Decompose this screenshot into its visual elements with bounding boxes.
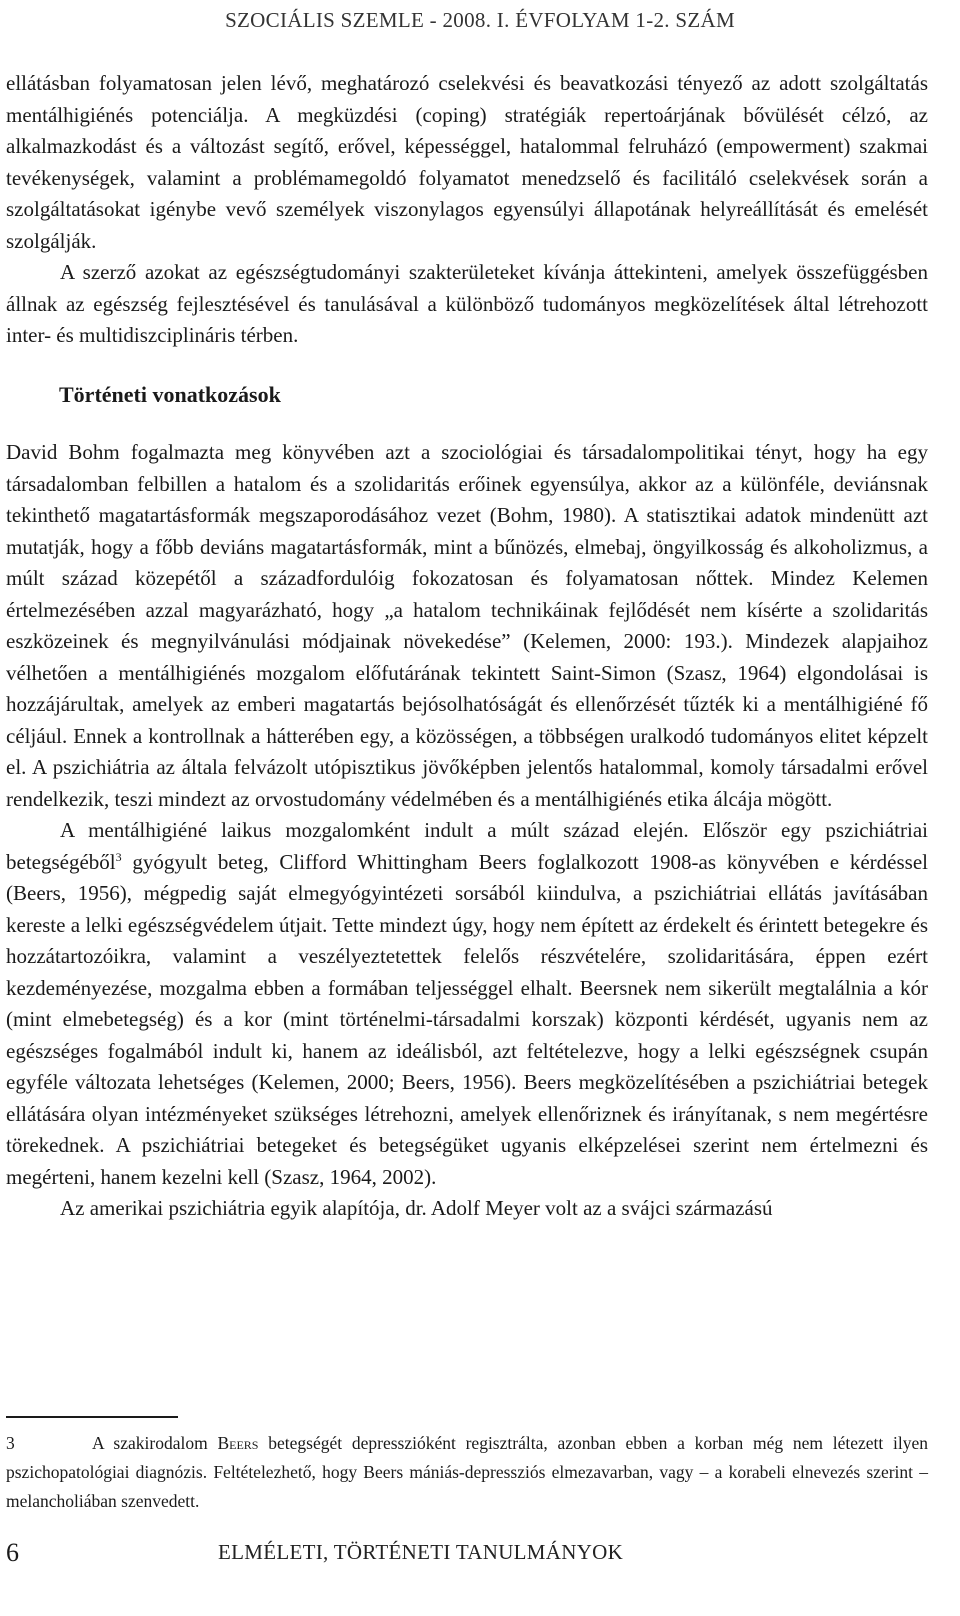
paragraph-4-rest: gyógyult beteg, Clifford Whittingham Beers foglalkozott 1908-as könyvében e kérdéssel (Beers, 1956), mégpedig saját elmegyógyintézeti sorsából kiindulva, a pszichiátriai ellátás javításában kereste a lelki egészségvédelem útjait. Tette mindezt úgy, hogy nem épített az érdekelt és érintett betegekre és hozzátartozóikra, valamint a veszélyeztetettek felelős részvételére, szolidaritására, éppen ezért kezdeményezése, mozgalma ebben a formában teljességgel elhalt. Beersnek nem sikerült megtalálnia a kór (mint elmebetegség) és a kor (mint történelmi-társadalmi korszak) központi kérdését, ugyanis nem az egészséges fogalmából indult ki, hanem az ideálisból, azt feltételezve, hogy a lelki egészségnek csupán egyféle változata lehetséges (Kelemen, 2000; Beers, 1956). Beers megközelítésében a pszichiátriai betegek ellátására olyan intézményeket szükséges létrehozni, amelyek ellenőriznek és irányítanak, s nem megértésre törekednek. A pszichiátriai betegeket és betegségüket ugyanis elképzelései szerint nem értelmezni és megérteni, hanem kezelni kell (Szasz, 1964, 2002). xyxy=(6,849,928,1189)
footnote-text-start: A szakirodalom xyxy=(92,1433,218,1453)
paragraph-3: David Bohm fogalmazta meg könyvében azt a szociológiai és társadalompolitikai tényt, hogy ha egy társadalomban felbillen a hatalom és a szolidaritás erőinek egyensúlya, akkor az a különféle, deviánsnak tekinthető magatartásformák megszaporodásához vezet (Bohm, 1980). A statisztikai adatok mindenütt azt mutatják, hogy a főbb deviáns magatartásformák, mint a bűnözés, elmebaj, öngyilkosság és alkoholizmus, a múlt század közepétől a századfordulóig fokozatosan és folyamatosan nőttek. Mindez Kelemen értelmezésében azzal magyarázható, hogy „a hatalom technikáinak fejlődését nem kísérte a szolidaritás eszközeinek és megnyilvánulási módjainak növekedése” (Kelemen, 2000: 193.). Mindezek alapjaihoz vélhetően a mentálhigiénés mozgalom előfutárának tekintett Saint-Simon (Szasz, 1964) elgondolásai is hozzájárultak, amelyek az emberi magatartás bejósolhatóságát és ellenőrzését tűzték ki a mentálhigiéné fő céljául. Ennek a kontrollnak a hátterében egy, a közösségen, a többségen uralkodó tudományos elitet képzelt el. A pszichiátria az általa felvázolt utópisztikus jövőképben jelentős hatalommal, komoly társadalmi erővel rendelkezik, teszi mindezt az orvostudomány védelmében és a mentálhigiénés etika álcája mögött. xyxy=(6,440,928,811)
footnote-divider xyxy=(6,1416,178,1418)
section-heading: Történeti vonatkozások xyxy=(59,381,281,407)
footnote-text-rest: betegségét depresszióként regisztrálta, azonban ebben a korban még nem létezett ilyen pszichopatológiai diagnózis. Feltételezhető, hogy Beers mániás-depressziós elmezavarban, vagy – a korabeli elnevezés szerint – melancholiában szenvedett. xyxy=(6,1433,928,1511)
footnote xyxy=(6,1429,928,1516)
paragraph-4-start: A mentálhigiéné laikus mozgalomként indult a múlt század elején. Először egy pszichiátriai betegségéből xyxy=(6,818,928,874)
footnote-author-name: Beers xyxy=(217,1433,259,1453)
paragraph-4 xyxy=(6,815,928,1193)
article-body xyxy=(6,68,928,1225)
footnote-number: 3 xyxy=(6,1433,15,1453)
paragraph-5: Az amerikai pszichiátria egyik alapítója, dr. Adolf Meyer volt az a svájci származású xyxy=(60,1196,773,1220)
running-header: SZOCIÁLIS SZEMLE - 2008. I. ÉVFOLYAM 1-2. SZÁM xyxy=(225,8,735,32)
page-number: 6 xyxy=(6,1538,19,1567)
footnote-reference[interactable]: 3 xyxy=(115,849,122,864)
running-footer: ELMÉLETI, TÖRTÉNETI TANULMÁNYOK xyxy=(218,1540,624,1564)
paragraph-1: ellátásban folyamatosan jelen lévő, meghatározó cselekvési és beavatkozási tényező az adott szolgáltatás mentálhigiénés potenciálja. A megküzdési (coping) stratégiák repertoárjának bővülését célzó, az alkalmazkodást és a változást segítő, erővel, képességgel, hatalommal felruházó (empowerment) szakmai tevékenységek, valamint a problémamegoldó folyamatot menedzselő és facilitáló cselekvések során a szolgáltatásokat igénybe vevő személyek viszonylagos egyensúlyi állapotának helyreállítását és emelését szolgálják. xyxy=(6,71,928,253)
paragraph-2: A szerző azokat az egészségtudományi szakterületeket kívánja áttekinteni, amelyek összefüggésben állnak az egészség fejlesztésével és tanulásával a különböző tudományos megközelítések által létrehozott inter- és multidiszciplináris térben. xyxy=(6,260,928,347)
